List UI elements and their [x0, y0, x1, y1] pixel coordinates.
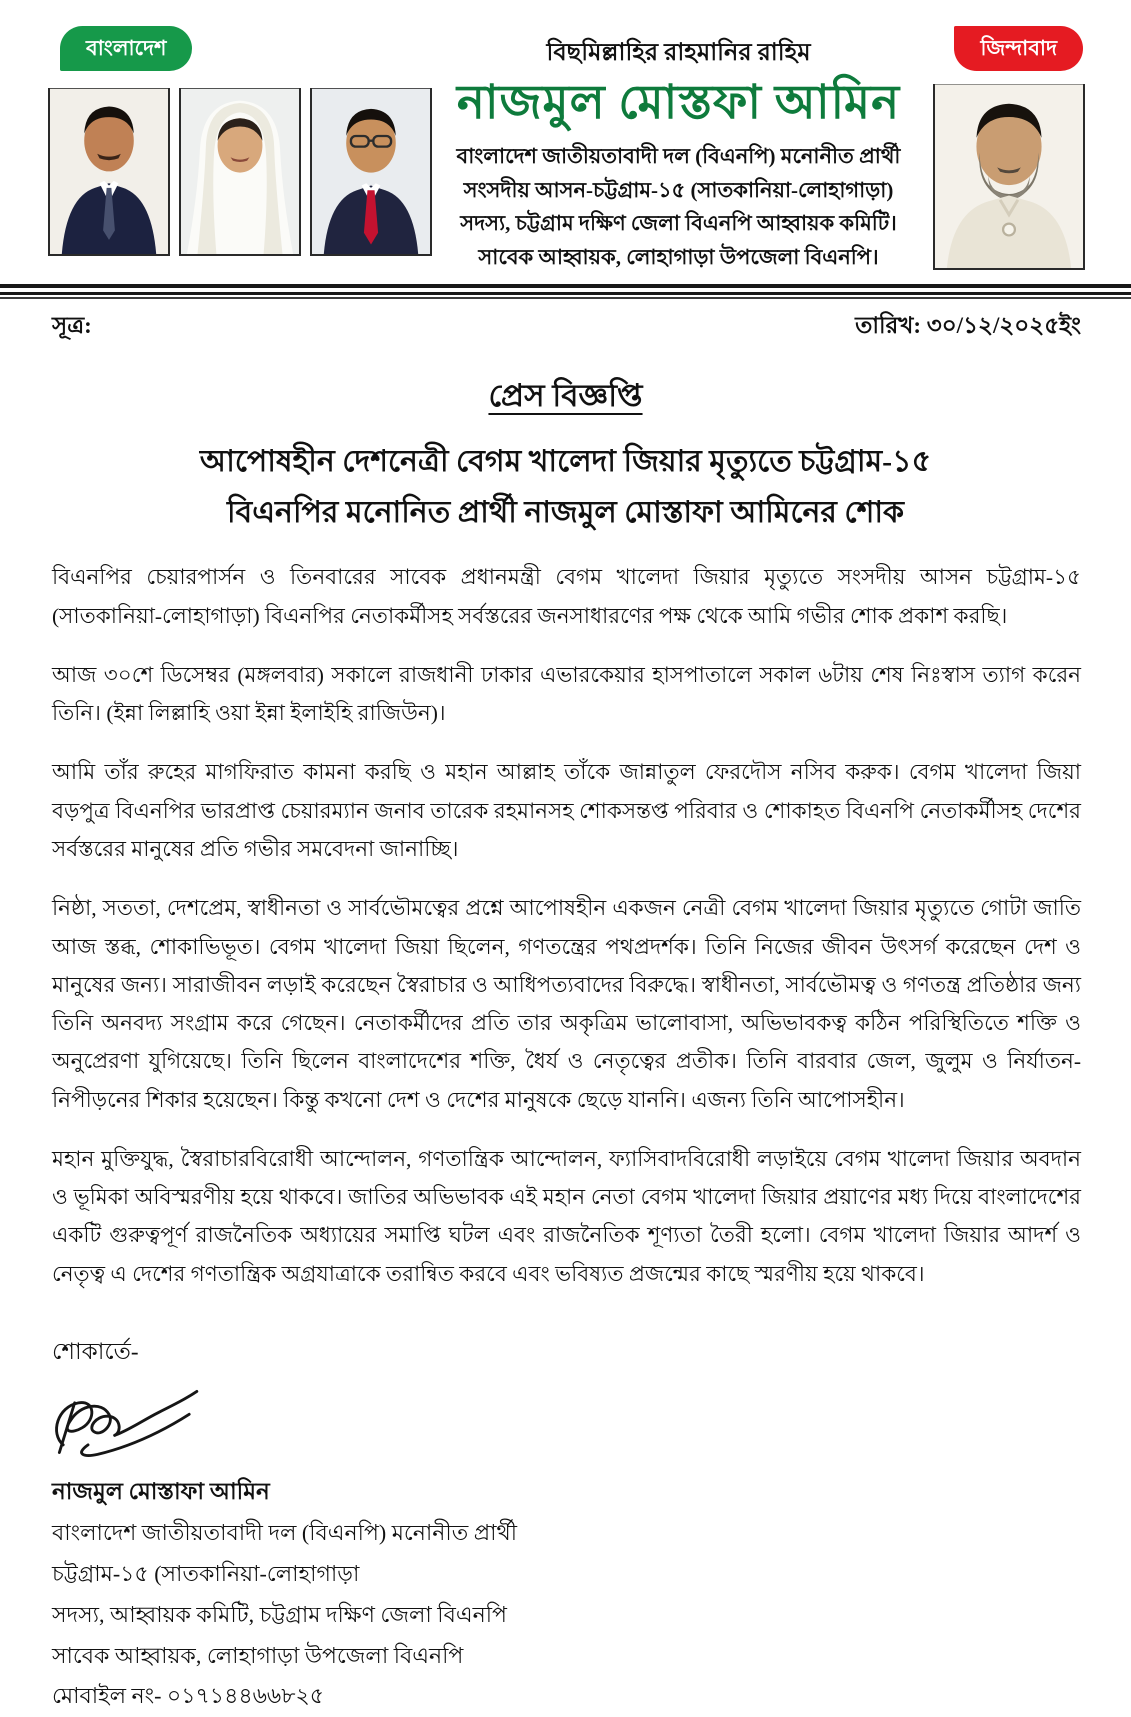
source-label: সূত্র:	[52, 313, 92, 339]
designation-line: সদস্য, চট্টগ্রাম দক্ষিণ জেলা বিএনপি আহ্বায়ক কমিটি।	[460, 211, 897, 236]
candidate-portrait-graphic	[935, 86, 1083, 268]
body-paragraph: মহান মুক্তিযুদ্ধ, স্বৈরাচারবিরোধী আন্দোলন, গণতান্ত্রিক আন্দোলন, ফ্যাসিবাদবিরোধী লড়াইয়ে বেগম খালেদা জিয়ার অবদান ও ভূমিকা অবিস্মরণীয় হয়ে থাকবে। জাতির অভিভাবক এই মহান নেতা বেগম খালেদা জিয়ার প্রয়াণের মধ্য দিয়ে বাংলাদেশের একটি গুরুত্বপূর্ণ রাজনৈতিক অধ্যায়ের সমাপ্তি ঘটল এবং রাজনৈতিক শূণ্যতা তৈরী হলো। বেগম খালেদা জিয়ার আদর্শ ও নেতৃত্ব এ দেশের গণতান্ত্রিক অগ্রযাত্রাকে তরান্বিত করবে এবং ভবিষ্যত প্রজন্মের কাছে স্মরণীয় হয়ে থাকবে।	[52, 1146, 1081, 1286]
candidate-portrait-photo	[933, 84, 1085, 270]
signatory-line: সদস্য, আহ্বায়ক কমিটি, চট্টগ্রাম দক্ষিণ জেলা বিএনপি	[52, 1601, 507, 1627]
candidate-name-title: নাজমুল মোস্তফা আমিন	[456, 77, 901, 129]
signatory-details	[0, 1471, 1131, 1717]
header-divider	[0, 284, 1131, 299]
headline-line-1: আপোষহীন দেশনেত্রী বেগম খালেদা জিয়ার মৃত্যুতে চট্টগ্রাম-১৫	[199, 445, 932, 479]
portrait-photo-2-graphic	[181, 90, 299, 254]
bismillah-line: বিছমিল্লাহির রাহমানির রাহিম	[546, 40, 811, 66]
body-paragraph: আজ ৩০শে ডিসেম্বর (মঙ্গলবার) সকালে রাজধানী ঢাকার এভারকেয়ার হাসপাতালে সকাল ৬টায় শেষ নিঃস্বাস ত্যাগ করেন তিনি। (ইন্না লিল্লাহি ওয়া ইন্না ইলাইহি রাজিউন)।	[52, 662, 1081, 726]
meta-row	[0, 299, 1131, 346]
headline-line-2: বিএনপির মনোনিত প্রার্থী নাজমুল মোস্তাফা আমিনের শোক	[226, 496, 905, 530]
designation-line: সাবেক আহ্বায়ক, লোহাগাড়া উপজেলা বিএনপি।	[478, 244, 879, 269]
letterhead	[0, 0, 1131, 274]
mourning-closing-label: শোকার্তে-	[52, 1338, 139, 1364]
date-text: তারিখ: ৩০/১২/২০২৫ইং	[855, 313, 1081, 339]
divider-line-medium	[0, 292, 1131, 295]
leader-portraits	[48, 88, 440, 274]
body-paragraph: আমি তাঁর রুহের মাগফিরাত কামনা করছি ও মহান আল্লাহ তাঁকে জান্নাতুল ফেরদৌস নসিব করুক। বেগম খালেদা জিয়া বড়পুত্র বিএনপির ভারপ্রাপ্ত চেয়ারম্যান জনাব তারেক রহমানসহ শোকসন্তপ্ত পরিবার ও শোকাহত বিএনপি নেতাকর্মীসহ দেশের সর্বস্তরের মানুষের প্রতি গভীর সমবেদনা জানাচ্ছি।	[52, 760, 1081, 862]
designation-line: বাংলাদেশ জাতীয়তাবাদী দল (বিএনপি) মনোনীত প্রার্থী	[456, 144, 901, 169]
press-release-headline	[0, 436, 1131, 538]
signatory-name: নাজমুল মোস্তাফা আমিন	[52, 1478, 270, 1504]
portrait-photo-3-graphic	[312, 90, 430, 254]
divider-line-thick	[0, 284, 1131, 288]
handwritten-signature	[46, 1378, 256, 1464]
designation-line: সংসদীয় আসন-চট্টগ্রাম-১৫ (সাতকানিয়া-লোহাগাড়া)	[463, 177, 894, 202]
signatory-line: সাবেক আহ্বায়ক, লোহাগাড়া উপজেলা বিএনপি	[52, 1642, 464, 1668]
bangladesh-badge: বাংলাদেশ	[60, 26, 192, 71]
portrait-photo-1	[48, 88, 170, 256]
candidate-title-block	[446, 74, 911, 274]
press-release-heading: প্রেস বিজ্ঞপ্তি	[488, 378, 643, 414]
zindabad-badge: জিন্দাবাদ	[954, 26, 1083, 71]
press-release-body	[0, 538, 1131, 1293]
body-paragraph: নিষ্ঠা, সততা, দেশপ্রেম, স্বাধীনতা ও সার্বভৌমত্বের প্রশ্নে আপোষহীন একজন নেত্রী বেগম খালেদা জিয়ার মৃত্যুতে গোটা জাতি আজ স্তব্ধ, শোকাভিভূত। বেগম খালেদা জিয়া ছিলেন, গণতন্ত্রের পথপ্রদর্শক। তিনি নিজের জীবন উৎসর্গ করেছেন দেশ ও মানুষের জন্য। সারাজীবন লড়াই করেছেন স্বৈরাচার ও আধিপত্যবাদের বিরুদ্ধে। স্বাধীনতা, সার্বভৌমত্ব ও গণতন্ত্র প্রতিষ্ঠার জন্য তিনি অনবদ্য সংগ্রাম করে গেছেন। নেতাকর্মীদের প্রতি তার অকৃত্রিম ভালোবাসা, অভিভাবকত্ব কঠিন পরিস্থিতিতে শক্তি ও অনুপ্রেরণা যুগিয়েছে। তিনি ছিলেন বাংলাদেশের শক্তি, ধৈর্য ও নেতৃত্বের প্রতীক। তিনি বারবার জেল, জুলুম ও নির্যাতন-নিপীড়নের শিকার হয়েছেন। কিন্তু কখনো দেশ ও দেশের মানুষকে ছেড়ে যাননি। এজন্য তিনি আপোসহীন।	[52, 896, 1081, 1112]
body-paragraph: বিএনপির চেয়ারপার্সন ও তিনবারের সাবেক প্রধানমন্ত্রী বেগম খালেদা জিয়ার মৃত্যুতে সংসদীয় আসন চট্টগ্রাম-১৫ (সাতকানিয়া-লোহাগাড়া) বিএনপির নেতাকর্মীসহ সর্বস্তরের জনসাধারণের পক্ষ থেকে আমি গভীর শোক প্রকাশ করছি।	[52, 565, 1081, 628]
candidate-designations	[446, 140, 911, 274]
portrait-photo-3	[310, 88, 432, 256]
signatory-line: বাংলাদেশ জাতীয়তাবাদী দল (বিএনপি) মনোনীত প্রার্থী	[52, 1520, 518, 1546]
signatory-line: মোবাইল নং- ০১৭১৪৪৬৬৮২৫	[52, 1683, 325, 1709]
portrait-photo-2	[179, 88, 301, 256]
portrait-photo-1-graphic	[50, 90, 168, 254]
signatory-line: চট্টগ্রাম-১৫ (সাতকানিয়া-লোহাগাড়া	[52, 1561, 360, 1587]
